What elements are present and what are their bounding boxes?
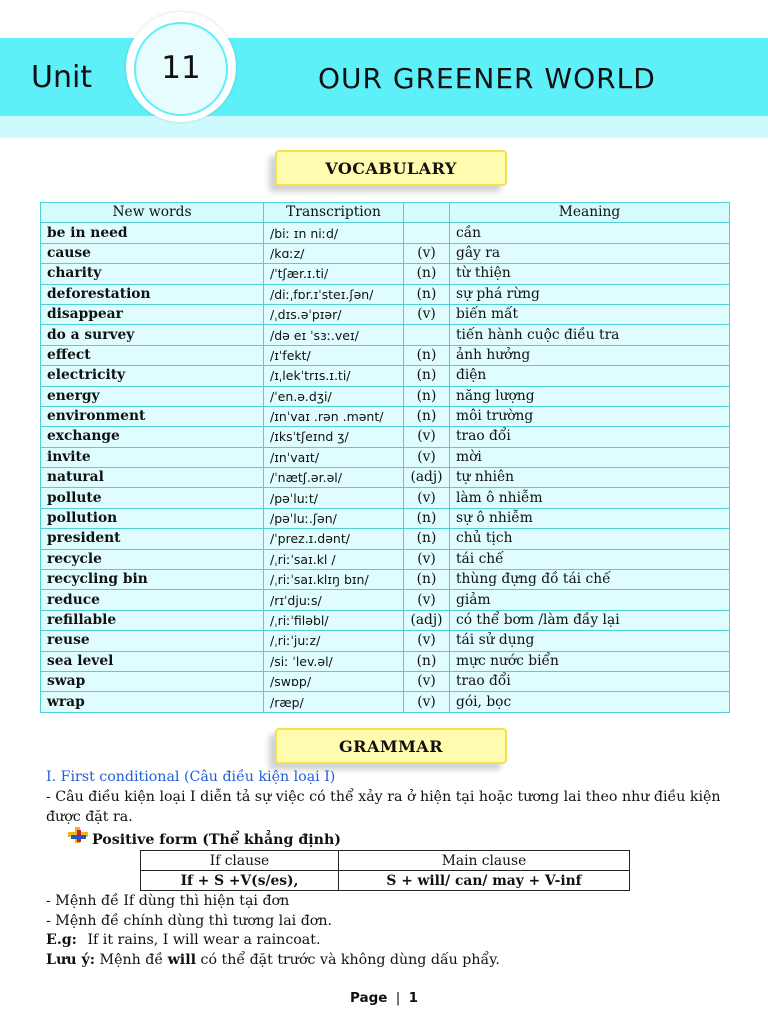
vocab-meaning: mời — [450, 447, 730, 467]
vocab-transcription: /ɪˌlekˈtrɪs.ɪ.ti/ — [264, 366, 404, 386]
vocab-transcription: /kɑːz/ — [264, 243, 404, 263]
grammar-remark — [46, 950, 500, 970]
vocab-part-of-speech: (n) — [404, 651, 450, 671]
grammar-intro-line-2: được đặt ra. — [46, 809, 133, 825]
vocab-part-of-speech: (v) — [404, 488, 450, 508]
vocab-meaning: thùng đựng đồ tái chế — [450, 570, 730, 590]
main-clause-header: Main clause — [339, 851, 630, 871]
vocab-part-of-speech: (v) — [404, 427, 450, 447]
table-row — [41, 508, 730, 528]
vocab-transcription: /ˈprez.ɪ.dənt/ — [264, 529, 404, 549]
table-row — [41, 386, 730, 406]
remark-label: Lưu ý: — [46, 952, 96, 968]
vocabulary-table-header — [41, 203, 730, 223]
page-separator: | — [395, 990, 401, 1006]
vocab-meaning: gói, bọc — [450, 692, 730, 712]
vocab-part-of-speech: (adj) — [404, 610, 450, 630]
table-row — [41, 447, 730, 467]
vocab-word: sea level — [41, 651, 264, 671]
vocab-transcription: /siː ˈlev.əl/ — [264, 651, 404, 671]
vocab-transcription: /ˌriːˈsaɪ.kl / — [264, 549, 404, 569]
vocab-part-of-speech: (v) — [404, 671, 450, 691]
table-row — [41, 243, 730, 263]
table-row — [41, 406, 730, 426]
vocab-part-of-speech: (v) — [404, 447, 450, 467]
remark-pre: Mệnh đề — [99, 952, 164, 968]
positive-form-label: Positive form (Thể khẳng định) — [92, 832, 341, 848]
vocab-part-of-speech: (n) — [404, 508, 450, 528]
header-banner-strip — [0, 116, 768, 138]
vocab-meaning: điện — [450, 366, 730, 386]
vocab-meaning: trao đổi — [450, 671, 730, 691]
column-header-transcription: Transcription — [264, 203, 404, 223]
vocab-transcription: /ɪnˈvaɪ .rən .mənt/ — [264, 406, 404, 426]
table-row — [41, 692, 730, 712]
vocab-transcription: /ˌriːˈjuːz/ — [264, 631, 404, 651]
table-row — [41, 590, 730, 610]
vocab-meaning: tái chế — [450, 549, 730, 569]
vocab-part-of-speech: (n) — [404, 529, 450, 549]
table-row — [41, 223, 730, 243]
table-row — [41, 549, 730, 569]
vocab-part-of-speech: (n) — [404, 386, 450, 406]
vocab-word: recycling bin — [41, 570, 264, 590]
vocabulary-table — [40, 202, 730, 713]
vocab-word: reduce — [41, 590, 264, 610]
unit-title: OUR GREENER WORLD — [318, 62, 656, 95]
table-row — [41, 366, 730, 386]
vocab-part-of-speech: (v) — [404, 692, 450, 712]
vocab-word: recycle — [41, 549, 264, 569]
example-text: If it rains, I will wear a raincoat. — [87, 932, 321, 948]
vocab-word: pollution — [41, 508, 264, 528]
vocab-transcription: /ɪnˈvaɪt/ — [264, 447, 404, 467]
vocab-part-of-speech: (n) — [404, 570, 450, 590]
vocab-meaning: giảm — [450, 590, 730, 610]
vocab-word: refillable — [41, 610, 264, 630]
table-row — [41, 427, 730, 447]
vocab-meaning: gây ra — [450, 243, 730, 263]
vocab-transcription: /ræp/ — [264, 692, 404, 712]
vocab-word: wrap — [41, 692, 264, 712]
vocab-meaning: trao đổi — [450, 427, 730, 447]
vocab-transcription: /rɪˈdjuːs/ — [264, 590, 404, 610]
table-row — [41, 325, 730, 345]
table-row — [41, 631, 730, 651]
vocab-word: exchange — [41, 427, 264, 447]
vocab-word: cause — [41, 243, 264, 263]
plus-bullet-icon — [68, 827, 88, 843]
column-header-new-words: New words — [41, 203, 264, 223]
page-label: Page — [349, 990, 388, 1006]
vocab-meaning: làm ô nhiễm — [450, 488, 730, 508]
vocab-meaning: từ thiện — [450, 264, 730, 284]
table-row — [41, 529, 730, 549]
main-clause-formula: S + will/ can/ may + V-inf — [339, 871, 630, 891]
vocab-part-of-speech: (v) — [404, 243, 450, 263]
if-clause-header: If clause — [141, 851, 339, 871]
grammar-note-2: - Mệnh đề chính dùng thì tương lai đơn. — [46, 913, 332, 929]
vocab-word: reuse — [41, 631, 264, 651]
vocab-word: pollute — [41, 488, 264, 508]
vocab-meaning: sự phá rừng — [450, 284, 730, 304]
vocab-part-of-speech: (v) — [404, 590, 450, 610]
grammar-example — [46, 930, 320, 950]
vocab-word: effect — [41, 345, 264, 365]
table-row — [41, 264, 730, 284]
vocab-meaning: tự nhiên — [450, 468, 730, 488]
vocab-part-of-speech: (n) — [404, 366, 450, 386]
vocab-transcription: /ˈtʃær.ɪ.ti/ — [264, 264, 404, 284]
conditional-table-header — [141, 851, 630, 871]
vocabulary-heading: VOCABULARY — [275, 150, 507, 186]
grammar-intro-line-1: - Câu điều kiện loại I diễn tả sự việc có thể xảy ra ở hiện tại hoặc tương lai theo như điều kiện — [46, 789, 721, 805]
vocab-part-of-speech: (v) — [404, 631, 450, 651]
vocab-meaning: biến mất — [450, 304, 730, 324]
column-header-part-of-speech — [404, 203, 450, 223]
vocab-part-of-speech — [404, 325, 450, 345]
unit-label: Unit — [31, 60, 93, 95]
table-row — [41, 468, 730, 488]
table-row — [41, 651, 730, 671]
vocab-part-of-speech: (n) — [404, 406, 450, 426]
vocab-word: invite — [41, 447, 264, 467]
vocab-word: disappear — [41, 304, 264, 324]
vocab-transcription: /pəˈluːt/ — [264, 488, 404, 508]
unit-badge — [134, 22, 228, 116]
vocab-meaning: tái sử dụng — [450, 631, 730, 651]
table-row — [41, 671, 730, 691]
vocab-meaning: năng lượng — [450, 386, 730, 406]
vocab-meaning: sự ô nhiễm — [450, 508, 730, 528]
vocab-transcription: /ˈen.ə.dʒi/ — [264, 386, 404, 406]
vocab-word: energy — [41, 386, 264, 406]
vocab-word: be in need — [41, 223, 264, 243]
vocab-transcription: /ˌriːˈsaɪ.klɪŋ bɪn/ — [264, 570, 404, 590]
vocab-word: environment — [41, 406, 264, 426]
vocab-meaning: tiến hành cuộc điều tra — [450, 325, 730, 345]
vocabulary-table-body — [41, 223, 730, 712]
conditional-table — [140, 850, 630, 891]
table-row — [41, 488, 730, 508]
vocab-word: charity — [41, 264, 264, 284]
column-header-meaning: Meaning — [450, 203, 730, 223]
vocab-part-of-speech: (n) — [404, 284, 450, 304]
if-clause-formula: If + S +V(s/es), — [141, 871, 339, 891]
vocab-transcription: /swɒp/ — [264, 671, 404, 691]
vocab-meaning: có thể bơm /làm đầy lại — [450, 610, 730, 630]
vocab-transcription: /ˈnætʃ.ər.əl/ — [264, 468, 404, 488]
vocab-part-of-speech: (adj) — [404, 468, 450, 488]
table-row — [41, 345, 730, 365]
vocab-word: president — [41, 529, 264, 549]
table-row — [41, 610, 730, 630]
remark-bold: will — [167, 952, 196, 968]
vocab-word: electricity — [41, 366, 264, 386]
vocab-meaning: chủ tịch — [450, 529, 730, 549]
vocab-word: deforestation — [41, 284, 264, 304]
table-row — [41, 570, 730, 590]
page-number: 1 — [408, 990, 419, 1006]
vocab-transcription: /diːˌfɒr.ɪˈsteɪ.ʃən/ — [264, 284, 404, 304]
vocab-part-of-speech: (n) — [404, 345, 450, 365]
vocab-transcription: /ˌdɪs.əˈpɪər/ — [264, 304, 404, 324]
table-row — [41, 304, 730, 324]
vocab-transcription: /biː ɪn niːd/ — [264, 223, 404, 243]
vocab-meaning: ảnh hưởng — [450, 345, 730, 365]
remark-post: có thể đặt trước và không dùng dấu phẩy. — [200, 952, 500, 968]
unit-number: 11 — [161, 50, 201, 86]
vocab-transcription: /də eɪ ˈsɜː.veɪ/ — [264, 325, 404, 345]
example-label: E.g: — [46, 932, 77, 948]
vocab-part-of-speech — [404, 223, 450, 243]
vocab-meaning: mực nước biển — [450, 651, 730, 671]
vocab-meaning: môi trường — [450, 406, 730, 426]
grammar-note-1: - Mệnh đề If dùng thì hiện tại đơn — [46, 893, 290, 909]
vocab-word: do a survey — [41, 325, 264, 345]
vocab-meaning: cần — [450, 223, 730, 243]
vocab-part-of-speech: (v) — [404, 549, 450, 569]
vocab-word: natural — [41, 468, 264, 488]
vocab-transcription: /ɪksˈtʃeɪnd ʒ/ — [264, 427, 404, 447]
vocab-part-of-speech: (v) — [404, 304, 450, 324]
grammar-heading: GRAMMAR — [275, 728, 507, 764]
vocab-part-of-speech: (n) — [404, 264, 450, 284]
vocab-transcription: /ˌriːˈfiləbl/ — [264, 610, 404, 630]
vocab-transcription: /ɪˈfekt/ — [264, 345, 404, 365]
vocab-word: swap — [41, 671, 264, 691]
page-footer — [0, 990, 768, 1006]
table-row — [41, 284, 730, 304]
first-conditional-title: I. First conditional (Câu điều kiện loại I) — [46, 769, 336, 785]
conditional-table-row — [141, 871, 630, 891]
vocab-transcription: /pəˈluː.ʃən/ — [264, 508, 404, 528]
